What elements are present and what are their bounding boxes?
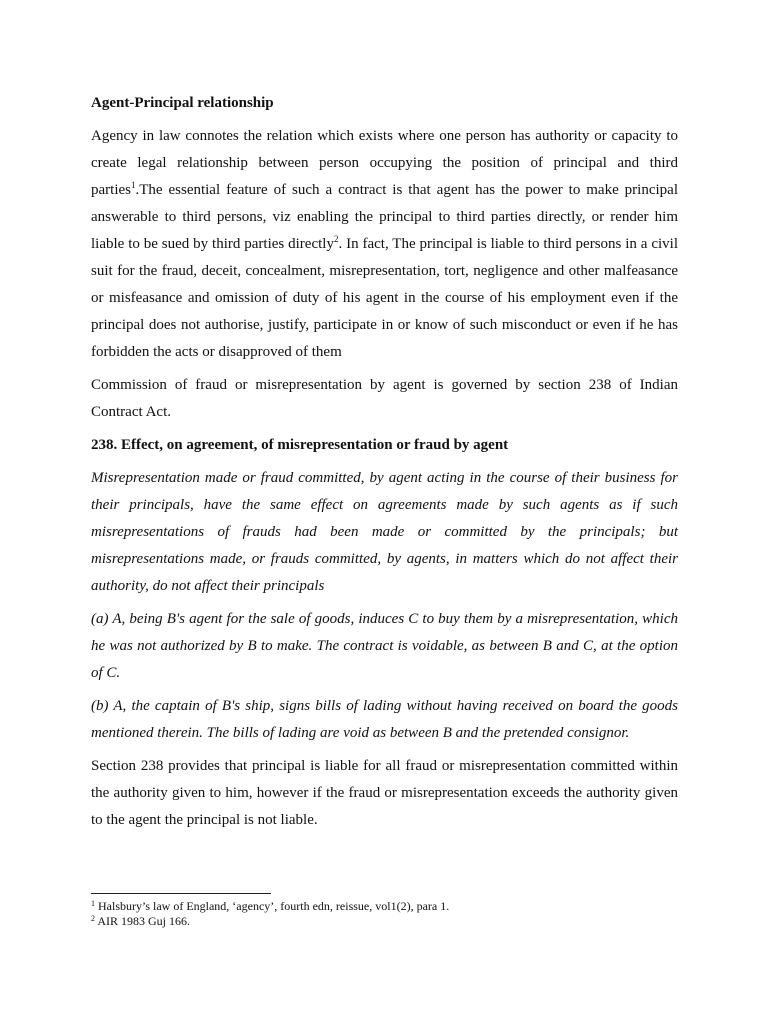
footnote-2-number: 2 bbox=[91, 914, 95, 923]
intro-text-1: Agency in law connotes the relation which exists where one person has authority or capacity to create legal relationship between person occupying the position of principal and third parties bbox=[91, 128, 678, 198]
footnote-divider bbox=[91, 893, 271, 894]
footnote-1-number: 1 bbox=[91, 899, 95, 908]
statute-heading: 238. Effect, on agreement, of misrepresentation or fraud by agent bbox=[91, 437, 509, 453]
conclusion-paragraph: Section 238 provides that principal is liable for all fraud or misrepresentation committed within the authority given to him, however if the fraud or misrepresentation exceeds the authority given to the agent the principal is not liable. bbox=[91, 758, 678, 828]
footnotes bbox=[91, 893, 678, 929]
intro-paragraph bbox=[91, 123, 678, 366]
intro-text-3: . In fact, The principal is liable to third persons in a civil suit for the fraud, deceit, concealment, misrepresentation, tort, negligence and other malfeasance or misfeasance and omission of duty of his agent in the course of his employment even if the principal does not authorise, justify, participate in or know of such misconduct or even if he has forbidden the acts or disapproved of them bbox=[91, 236, 679, 360]
footnote-2-text: AIR 1983 Guj 166. bbox=[95, 914, 191, 928]
footnote-1-text: Halsbury’s law of England, ‘agency’, fourth edn, reissue, vol1(2), para 1. bbox=[95, 899, 450, 913]
footnote-1 bbox=[91, 899, 678, 914]
document-body bbox=[91, 90, 678, 840]
statute-text: Misrepresentation made or fraud committed, by agent acting in the course of their business for their principals, have the same effect on agreements made by such agents as if such misrepresentations of frauds had been made or committed by the principals; but misrepresentations made, or frauds committed, by agents, in matters which do not affect their authority, do not affect their principals bbox=[91, 470, 678, 594]
governing-section-paragraph: Commission of fraud or misrepresentation by agent is governed by section 238 of Indian Contract Act. bbox=[91, 377, 678, 420]
section-title: Agent-Principal relationship bbox=[91, 95, 274, 111]
footnote-ref-1: 1 bbox=[130, 180, 136, 190]
intro-text-2: .The essential feature of such a contract is that agent has the power to make principal answerable to third persons, viz enabling the principal to third parties directly, or render him liable to be sued by third parties directly bbox=[91, 182, 678, 252]
footnote-2 bbox=[91, 914, 678, 929]
illustration-a: (a) A, being B's agent for the sale of goods, induces C to buy them by a misrepresentation, which he was not authorized by B to make. The contract is voidable, as between B and C, at the option of C. bbox=[91, 611, 678, 681]
footnote-ref-2: 2 bbox=[333, 234, 339, 244]
illustration-b: (b) A, the captain of B's ship, signs bills of lading without having received on board the goods mentioned therein. The bills of lading are void as between B and the pretended consignor. bbox=[91, 698, 678, 741]
